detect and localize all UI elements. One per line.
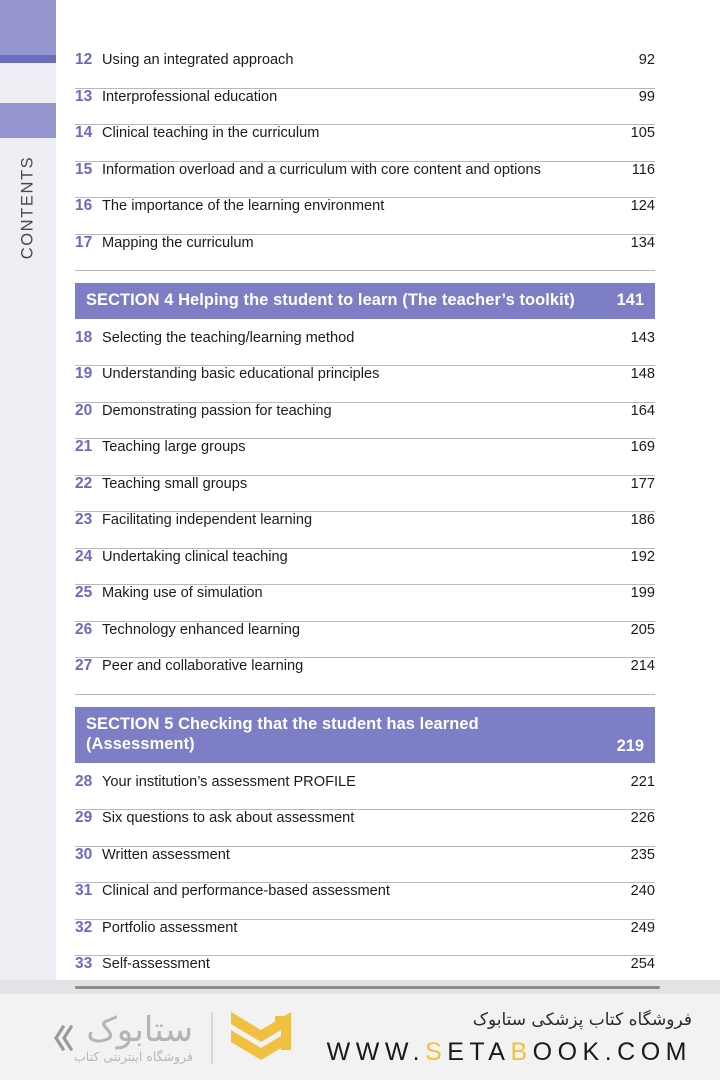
toc-row[interactable]	[75, 622, 655, 659]
url-segment: S	[425, 1038, 448, 1067]
toc-chapter-number: 32	[75, 918, 93, 936]
toc-page-number: 205	[630, 621, 655, 638]
toc-row[interactable]	[75, 512, 655, 549]
toc-row[interactable]	[75, 162, 655, 199]
logo-wordmark	[74, 1009, 193, 1064]
toc-chapter-number: 27	[75, 657, 93, 674]
setabook-chevron-mark-icon	[229, 1010, 293, 1066]
toc-chapter-title: Understanding basic educational principles	[102, 366, 380, 382]
toc-chapter-number: 12	[75, 51, 93, 68]
toc-row[interactable]	[75, 920, 655, 957]
toc-page-number: 164	[630, 402, 655, 419]
toc-chapter-title: Facilitating independent learning	[102, 512, 313, 528]
toc-chapter-title: Clinical teaching in the curriculum	[102, 125, 320, 141]
toc-chapter-number: 16	[75, 197, 93, 214]
toc-row[interactable]	[75, 774, 655, 811]
toc-row[interactable]	[75, 403, 655, 440]
toc-page-number: 199	[630, 585, 655, 601]
toc-page-number: 148	[630, 366, 655, 382]
footer-watermark	[0, 980, 720, 1080]
toc-page-number: 240	[630, 883, 655, 899]
toc-chapter-title: Making use of simulation	[102, 585, 263, 601]
url-segment: WWW.	[326, 1038, 426, 1067]
url-segment: B	[510, 1038, 533, 1067]
toc-chapter-number: 14	[75, 124, 93, 141]
toc-chapter-number: 29	[75, 809, 93, 826]
toc-page-number: 116	[631, 161, 655, 178]
footer-panel	[0, 994, 720, 1080]
margin-accent-block-1	[0, 0, 56, 55]
section-header-page: 219	[616, 736, 644, 755]
toc-chapter-title: Interprofessional education	[102, 88, 278, 105]
toc-chapter-title: Portfolio assessment	[102, 919, 238, 936]
toc-page-number: 226	[630, 810, 655, 826]
url-segment: ETA	[447, 1038, 511, 1067]
toc-chapter-title: Information overload and a curriculum with core content and options	[102, 161, 541, 178]
toc-chapter-number: 26	[75, 620, 93, 638]
section-header-page: 141	[616, 291, 644, 309]
toc-row[interactable]	[75, 549, 655, 586]
toc-row[interactable]	[75, 585, 655, 622]
toc-row[interactable]	[75, 330, 655, 367]
toc-chapter-number: 22	[75, 474, 93, 492]
toc-chapter-title: Mapping the curriculum	[102, 234, 254, 251]
footer-website-url[interactable]	[327, 1038, 692, 1067]
toc-chapter-title: Written assessment	[102, 846, 230, 863]
toc-row[interactable]	[75, 125, 655, 162]
toc-chapter-number: 24	[75, 547, 93, 565]
section-header-title: SECTION 5 Checking that the student has learned (Assessment)	[86, 714, 479, 753]
toc-page-number: 169	[630, 439, 655, 455]
margin-accent-block-2	[0, 103, 56, 138]
toc-chapter-number: 25	[75, 584, 93, 601]
toc-page-number: 143	[630, 329, 655, 346]
toc-chapter-title: Demonstrating passion for teaching	[102, 402, 332, 419]
footer-tagline-arabic: فروشگاه کتاب پزشکی ستابوک	[472, 1010, 692, 1030]
toc-chapter-number: 19	[75, 365, 93, 382]
toc-page-number: 249	[630, 919, 655, 936]
logo-arabic-text: ستابوک	[86, 1009, 193, 1050]
toc-page-number: 186	[630, 512, 655, 528]
toc-page-number: 92	[638, 52, 655, 68]
toc-chapter-number: 23	[75, 511, 93, 528]
section-header-title: SECTION 4 Helping the student to learn (The teacher’s toolkit)	[86, 291, 575, 309]
toc-chapter-title: Peer and collaborative learning	[102, 658, 304, 674]
toc-page-number: 254	[630, 956, 655, 972]
toc-chapter-title: Clinical and performance-based assessment	[102, 883, 390, 899]
toc-row[interactable]	[75, 235, 655, 272]
toc-chapter-title: Using an integrated approach	[102, 52, 294, 68]
toc-chapter-number: 18	[75, 328, 93, 346]
logo-arabic-subtitle: فروشگاه اینترنتی کتاب	[74, 1048, 193, 1064]
toc-row[interactable]	[75, 658, 655, 695]
toc-page-number: 192	[630, 548, 655, 565]
left-margin-column	[0, 0, 56, 980]
section-header-band[interactable]	[75, 283, 655, 319]
url-segment: OOK.COM	[532, 1038, 692, 1067]
toc-chapter-title: Self-assessment	[102, 956, 210, 972]
toc-chapter-number: 31	[75, 882, 93, 899]
toc-chapter-number: 28	[75, 772, 93, 790]
contents-vertical-label: CONTENTS	[18, 155, 37, 260]
setabook-logo	[54, 1008, 293, 1068]
toc-chapter-title: Teaching small groups	[102, 475, 248, 492]
toc-page-number: 105	[630, 125, 655, 141]
logo-divider	[211, 1012, 213, 1064]
footer-divider-rule	[75, 986, 660, 989]
toc-page-number: 221	[630, 773, 655, 790]
toc-row[interactable]	[75, 476, 655, 513]
toc-row[interactable]	[75, 89, 655, 126]
toc-page-number: 177	[630, 475, 655, 492]
toc-chapter-title: The importance of the learning environment	[102, 198, 385, 214]
toc-row[interactable]	[75, 198, 655, 235]
toc-row[interactable]	[75, 847, 655, 884]
toc-chapter-number: 30	[75, 845, 93, 863]
toc-page-number: 134	[630, 234, 655, 251]
section-header-band[interactable]	[75, 707, 655, 763]
toc-chapter-number: 21	[75, 438, 93, 455]
toc-page-number: 124	[630, 198, 655, 214]
toc-chapter-title: Selecting the teaching/learning method	[102, 329, 355, 346]
toc-chapter-number: 20	[75, 401, 93, 419]
chevron-left-icon	[54, 1025, 70, 1051]
toc-page-number: 235	[630, 846, 655, 863]
toc-row[interactable]	[75, 810, 655, 847]
toc-row[interactable]	[75, 366, 655, 403]
toc-chapter-title: Your institution’s assessment PROFILE	[102, 773, 356, 790]
margin-accent-block-1-shadow	[0, 55, 56, 63]
toc-page-number: 214	[630, 658, 655, 674]
toc-chapter-title: Teaching large groups	[102, 439, 246, 455]
toc-page-number: 99	[638, 88, 655, 105]
chevron-left-icon-b	[62, 1025, 73, 1051]
toc-chapter-title: Six questions to ask about assessment	[102, 810, 355, 826]
toc-chapter-title: Undertaking clinical teaching	[102, 548, 288, 565]
toc-chapter-number: 33	[75, 955, 93, 972]
toc-chapter-number: 15	[75, 160, 93, 178]
toc-row[interactable]	[75, 439, 655, 476]
toc-row[interactable]	[75, 52, 655, 89]
table-of-contents	[75, 52, 655, 993]
toc-chapter-number: 17	[75, 233, 93, 251]
toc-chapter-title: Technology enhanced learning	[102, 621, 300, 638]
toc-row[interactable]	[75, 883, 655, 920]
toc-chapter-number: 13	[75, 87, 93, 105]
footer-brand-text	[327, 1010, 692, 1067]
